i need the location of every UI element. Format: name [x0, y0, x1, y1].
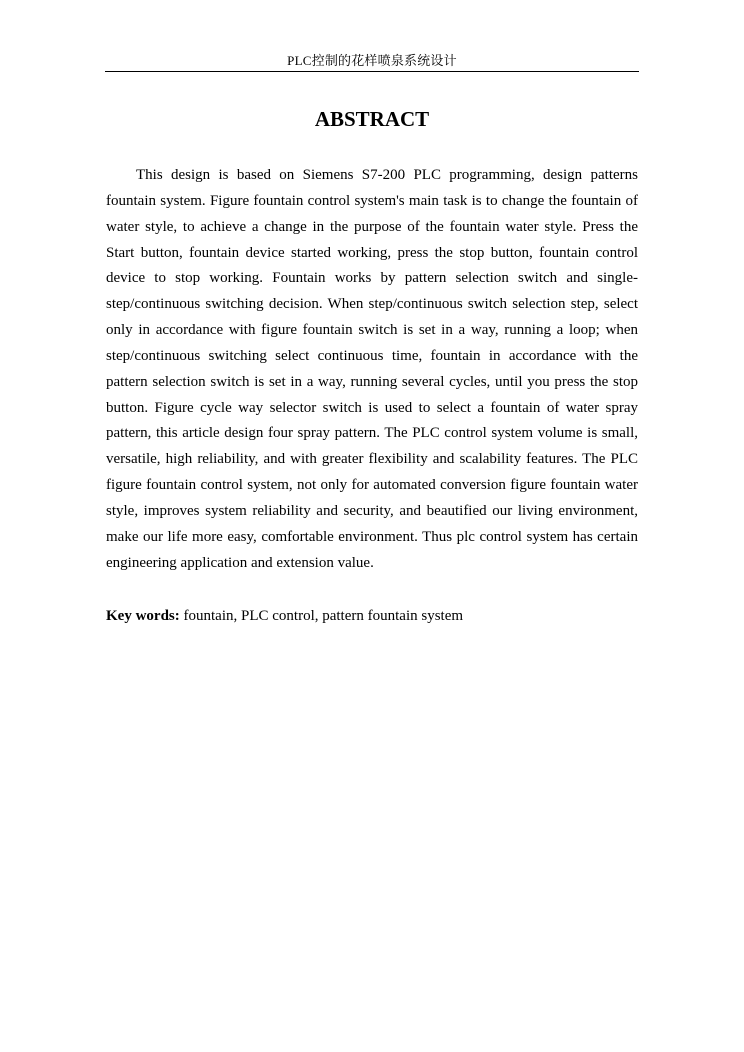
running-header: PLC控制的花样喷泉系统设计: [287, 53, 457, 68]
abstract-title: ABSTRACT: [314, 107, 430, 131]
keywords-text: fountain, PLC control, pattern fountain system: [179, 608, 464, 624]
header-divider: [105, 71, 639, 72]
keywords-line: [106, 604, 638, 629]
keywords-label: Key words:: [106, 608, 180, 624]
abstract-paragraph: This design is based on Siemens S7-200 PLC programming, design patterns fountain system. Figure fountain control system's main task is to change the fountain of water style, to achieve a change in the purpose of the fountain water style. Press the Start button, fountain device started working, press the stop button, fountain control device to stop working. Fountain works by pattern selection switch and single-step/continuous switching decision. When step/continuous switch selection step, select only in accordance with figure fountain switch is set in a way, running a loop; when step/continuous switching select continuous time, fountain in accordance with the pattern selection switch is set in a way, running several cycles, until you press the stop button. Figure cycle way selector switch is used to select a fountain of water spray pattern, this article design four spray pattern. The PLC control system volume is small, versatile, high reliability, and with greater flexibility and scalability features. The PLC figure fountain control system, not only for automated conversion figure fountain water style, improves system reliability and security, and beautified our living environment, make our life more easy, comfortable environment. Thus plc control system has certain engineering application and extension value.: [106, 167, 638, 571]
